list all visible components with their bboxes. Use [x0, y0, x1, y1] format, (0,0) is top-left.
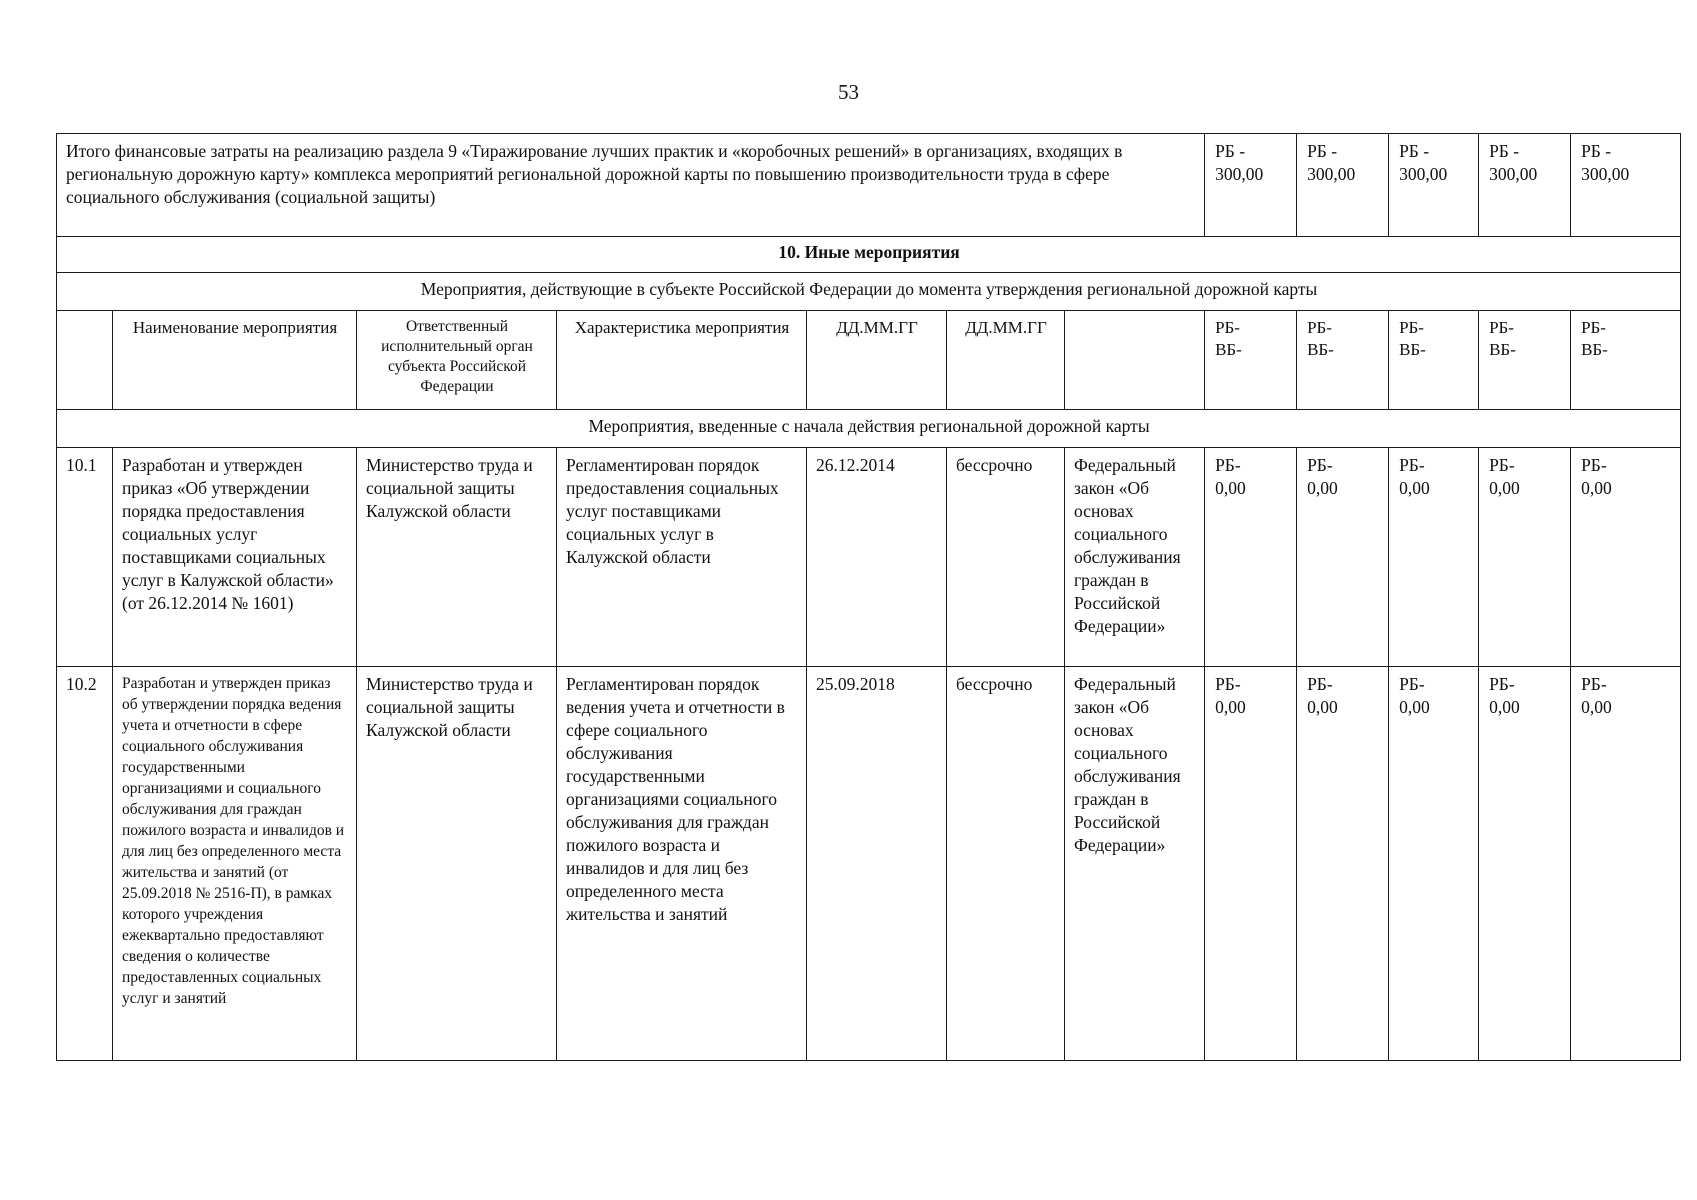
funding-vb: ВБ- — [1307, 340, 1334, 359]
section-title: 10. Иные мероприятия — [57, 237, 1681, 273]
total-amount-cell — [1571, 134, 1681, 237]
header-basis-cell — [1065, 311, 1205, 410]
amount-value: 0,00 — [1489, 697, 1520, 717]
row-amount-cell — [1297, 667, 1389, 1061]
amount-value: 0,00 — [1215, 697, 1246, 717]
funding-vb: ВБ- — [1581, 340, 1608, 359]
header-date-start: ДД.ММ.ГГ — [807, 311, 947, 410]
funding-rb: РБ- — [1399, 318, 1424, 337]
total-costs-row — [57, 134, 1681, 237]
row-amount-cell — [1297, 448, 1389, 667]
amount-label: РБ- — [1307, 674, 1333, 694]
row-number: 10.1 — [57, 448, 113, 667]
total-amount-cell — [1389, 134, 1479, 237]
page-number: 53 — [838, 80, 859, 104]
row-characteristic: Регламентирован порядок предоставления социальных услуг поставщиками социальных услуг в Калужской области — [557, 448, 807, 667]
amount-value: 0,00 — [1307, 478, 1338, 498]
total-amount-cell — [1297, 134, 1389, 237]
amount-label: РБ - — [1307, 141, 1338, 161]
amount-label: РБ- — [1581, 455, 1607, 475]
header-funding-cell — [1571, 311, 1681, 410]
amount-label: РБ- — [1215, 674, 1241, 694]
funding-rb: РБ- — [1581, 318, 1606, 337]
amount-value: 0,00 — [1307, 697, 1338, 717]
amount-label: РБ- — [1489, 455, 1515, 475]
row-date-end: бессрочно — [947, 667, 1065, 1061]
subheading-after-row — [57, 410, 1681, 448]
row-number: 10.2 — [57, 667, 113, 1061]
row-executor: Министерство труда и социальной защиты Калужской области — [357, 667, 557, 1061]
amount-value: 300,00 — [1489, 164, 1538, 184]
amount-value: 300,00 — [1307, 164, 1356, 184]
header-funding-cell — [1389, 311, 1479, 410]
amount-label: РБ- — [1399, 455, 1425, 475]
row-date-end: бессрочно — [947, 448, 1065, 667]
amount-label: РБ- — [1581, 674, 1607, 694]
row-amount-cell — [1205, 448, 1297, 667]
row-amount-cell — [1571, 667, 1681, 1061]
amount-value: 300,00 — [1581, 164, 1630, 184]
row-basis: Федеральный закон «Об основах социального обслуживания граждан в Российской Федерации» — [1065, 448, 1205, 667]
row-characteristic: Регламентирован порядок ведения учета и отчетности в сфере социального обслуживания государственными организациями социального обслуживания для граждан пожилого возраста и инвалидов и для лиц без определенного места жительства и занятий — [557, 667, 807, 1061]
header-name: Наименование мероприятия — [113, 311, 357, 410]
amount-value: 0,00 — [1489, 478, 1520, 498]
header-num-cell — [57, 311, 113, 410]
amount-value: 0,00 — [1581, 478, 1612, 498]
amount-label: РБ- — [1307, 455, 1333, 475]
funding-vb: ВБ- — [1215, 340, 1242, 359]
row-date-start: 26.12.2014 — [807, 448, 947, 667]
header-funding-cell — [1479, 311, 1571, 410]
row-amount-cell — [1389, 448, 1479, 667]
row-name: Разработан и утвержден приказ об утверждении порядка ведения учета и отчетности в сфере социального обслуживания государственными организациями и социального обслуживания для граждан пожилого возраста и инвалидов и для лиц без определенного места жительства и занятий (от 25.09.2018 № 2516-П), в рамках которого учреждения ежеквартально предоставляют сведения о количестве предоставленных социальных услуг и занятий — [113, 667, 357, 1061]
subheading-before-row — [57, 273, 1681, 311]
row-amount-cell — [1479, 667, 1571, 1061]
amount-value: 0,00 — [1399, 697, 1430, 717]
funding-rb: РБ- — [1215, 318, 1240, 337]
amount-value: 0,00 — [1215, 478, 1246, 498]
amount-value: 0,00 — [1581, 697, 1612, 717]
header-funding-cell — [1205, 311, 1297, 410]
table-row — [57, 448, 1681, 667]
funding-rb: РБ- — [1307, 318, 1332, 337]
amount-label: РБ - — [1489, 141, 1520, 161]
amount-value: 300,00 — [1215, 164, 1264, 184]
amount-label: РБ- — [1399, 674, 1425, 694]
amount-label: РБ- — [1215, 455, 1241, 475]
section-title-row — [57, 237, 1681, 273]
roadmap-table — [56, 133, 1681, 1061]
amount-label: РБ- — [1489, 674, 1515, 694]
table-row — [57, 667, 1681, 1061]
amount-label: РБ - — [1215, 141, 1246, 161]
row-name: Разработан и утвержден приказ «Об утверждении порядка предоставления социальных услуг поставщиками социальных услуг в Калужской области» (от 26.12.2014 № 1601) — [113, 448, 357, 667]
total-costs-text: Итого финансовые затраты на реализацию раздела 9 «Тиражирование лучших практик и «коробочных решений» в организациях, входящих в региональную дорожную карту» комплекса мероприятий региональной дорожной карты по повышению производительности труда в сфере социального обслуживания (социальной защиты) — [57, 134, 1205, 237]
total-amount-cell — [1205, 134, 1297, 237]
header-characteristic: Характеристика мероприятия — [557, 311, 807, 410]
subheading-before: Мероприятия, действующие в субъекте Российской Федерации до момента утверждения региональной дорожной карты — [57, 273, 1681, 311]
subheading-after: Мероприятия, введенные с начала действия региональной дорожной карты — [57, 410, 1681, 448]
row-amount-cell — [1389, 667, 1479, 1061]
total-amount-cell — [1479, 134, 1571, 237]
row-date-start: 25.09.2018 — [807, 667, 947, 1061]
row-amount-cell — [1479, 448, 1571, 667]
amount-value: 0,00 — [1399, 478, 1430, 498]
header-funding-cell — [1297, 311, 1389, 410]
row-amount-cell — [1205, 667, 1297, 1061]
amount-label: РБ - — [1399, 141, 1430, 161]
funding-rb: РБ- — [1489, 318, 1514, 337]
amount-value: 300,00 — [1399, 164, 1448, 184]
row-amount-cell — [1571, 448, 1681, 667]
column-header-row — [57, 311, 1681, 410]
row-executor: Министерство труда и социальной защиты Калужской области — [357, 448, 557, 667]
funding-vb: ВБ- — [1489, 340, 1516, 359]
row-basis: Федеральный закон «Об основах социального обслуживания граждан в Российской Федерации» — [1065, 667, 1205, 1061]
amount-label: РБ - — [1581, 141, 1612, 161]
header-executor: Ответственный исполнительный орган субъекта Российской Федерации — [357, 311, 557, 410]
header-date-end: ДД.ММ.ГГ — [947, 311, 1065, 410]
funding-vb: ВБ- — [1399, 340, 1426, 359]
